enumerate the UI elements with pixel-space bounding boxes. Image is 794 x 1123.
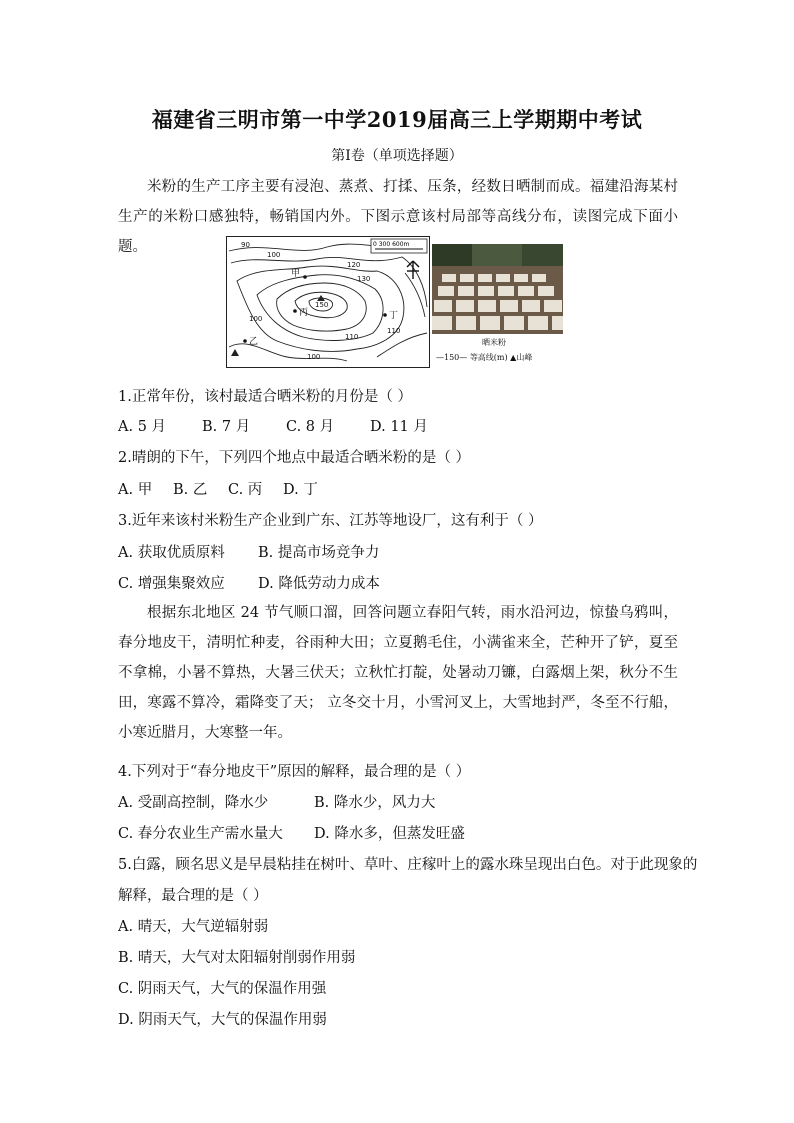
- contour-map-svg: [227, 237, 429, 367]
- scale-bar-label: 0 300 600m: [373, 241, 410, 248]
- q2-option-a: A. 甲: [118, 482, 153, 498]
- question-5-stem-line1: 5.白露，顾名思义是早晨粘挂在树叶、草叶、庄稼叶上的露水珠呈现出白色。对于此现象的: [118, 857, 698, 873]
- q4-option-a: A. 受副高控制，降水少: [118, 795, 269, 811]
- question-4-options-row1: [118, 791, 435, 812]
- contour-label: 90: [241, 241, 250, 249]
- section-subtitle: 第Ⅰ卷（单项选择题）: [331, 148, 463, 164]
- contour-label: 120: [347, 261, 361, 269]
- rice-noodle-photo-svg: [432, 244, 563, 334]
- q5-option-b: B. 晴天，大气对太阳辐射削弱作用弱: [118, 950, 356, 966]
- question-2-options: [118, 478, 318, 499]
- q1-option-c: C. 8 月: [286, 419, 335, 435]
- contour-label: 110: [387, 327, 401, 335]
- q3-option-c: C. 增强集聚效应: [118, 576, 225, 592]
- question-3-stem: 3.近年来该村米粉生产企业到广东、江苏等地设厂，这有利于（ ）: [118, 513, 543, 529]
- place-dot: [293, 309, 297, 313]
- q2-option-b: B. 乙: [173, 482, 208, 498]
- place-label-bing: 丙: [299, 308, 309, 318]
- q2-option-c: C. 丙: [228, 482, 263, 498]
- photo-caption: 晒米粉: [482, 338, 506, 347]
- place-label-ding: 丁: [389, 311, 399, 321]
- q2-option-d: D. 丁: [283, 482, 318, 498]
- q1-option-d: D. 11 月: [370, 419, 428, 435]
- north-arrow-icon: [407, 261, 419, 279]
- question-4-stem: 4.下列对于“春分地皮干”原因的解释，最合理的是（ ）: [118, 764, 471, 780]
- q3-option-b: B. 提高市场竞争力: [258, 545, 380, 561]
- question-1-options: [118, 415, 428, 436]
- contour-map-figure: [226, 236, 430, 368]
- q5-option-a: A. 晴天，大气逆辐射弱: [118, 919, 269, 935]
- q4-option-c: C. 春分农业生产需水量大: [118, 826, 283, 842]
- place-label-yi: 乙: [249, 337, 259, 347]
- place-dot: [243, 339, 247, 343]
- q3-option-d: D. 降低劳动力成本: [258, 576, 380, 592]
- q4-option-b: B. 降水少，风力大: [314, 795, 436, 811]
- q5-option-c: C. 阴雨天气，大气的保温作用强: [118, 981, 327, 997]
- question-5-stem-line2: 解释，最合理的是（ ）: [118, 888, 268, 904]
- solar-terms-passage: 根据东北地区 24 节气顺口溜，回答问题立春阳气转，雨水沿河边，惊蛰乌鸦叫，春分地皮干，清明忙种麦，谷雨种大田；立夏鹅毛住，小满雀来全，芒种开了铲，夏至不拿棉，小暑不算热，大暑三伏天；立秋忙打靛，处暑动刀镰，白露烟上架，秋分不生田，寒露不算冷，霜降变了天； 立冬交十月，小雪河叉上，大雪地封严，冬至不行船，小寒近腊月，大寒整一年。: [118, 605, 678, 741]
- q3-option-a: A. 获取优质原料: [118, 545, 225, 561]
- peak-marker-icon: [231, 349, 239, 356]
- place-dot: [303, 275, 307, 279]
- place-dot: [383, 313, 387, 317]
- question-1-stem: 1.正常年份，该村最适合晒米粉的月份是（ ）: [118, 389, 412, 405]
- q1-option-b: B. 7 月: [202, 419, 251, 435]
- place-label-jia: 甲: [291, 269, 301, 279]
- map-legend: —150— 等高线(m) ▲山峰: [436, 353, 533, 362]
- question-3-options-row1: [118, 541, 379, 562]
- rice-noodle-photo: [432, 244, 563, 334]
- contour-label: 130: [357, 275, 371, 283]
- contour-label: 100: [267, 251, 281, 259]
- question-4-options-row2: [118, 822, 465, 843]
- contour-label: 100: [249, 315, 263, 323]
- intro-paragraph: 米粉的生产工序主要有浸泡、蒸煮、打揉、压条，经数日晒制而成。福建沿海某村生产的米粉口感独特，畅销国内外。下图示意该村局部等高线分布，读图完成下面小题。: [118, 179, 678, 255]
- q1-option-a: A. 5 月: [118, 419, 167, 435]
- q5-option-d: D. 阴雨天气，大气的保温作用弱: [118, 1012, 327, 1028]
- question-3-options-row2: [118, 572, 380, 593]
- page-title: 福建省三明市第一中学2019届高三上学期期中考试: [151, 107, 643, 132]
- contour-label: 150: [315, 301, 329, 309]
- question-2-stem: 2.晴朗的下午，下列四个地点中最适合晒米粉的是（ ）: [118, 450, 470, 466]
- contour-label: 110: [345, 333, 359, 341]
- q4-option-d: D. 降水多，但蒸发旺盛: [314, 826, 465, 842]
- contour-label: 100: [307, 353, 321, 361]
